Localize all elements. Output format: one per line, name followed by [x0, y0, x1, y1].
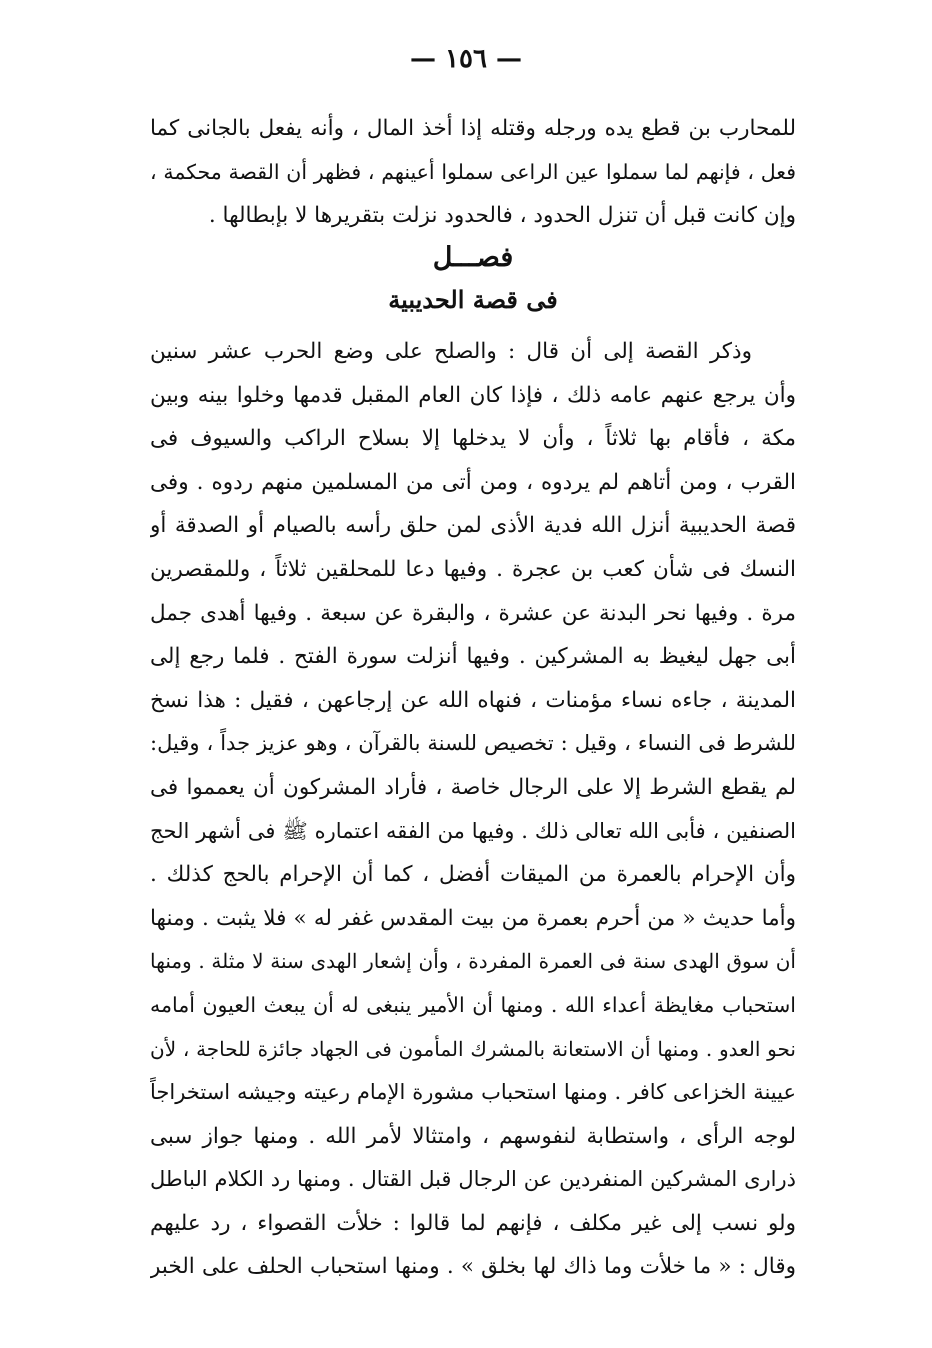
text-line: للمحارب بن قطع يده ورجله وقتله إذا أخذ المال ، وأنه يفعل بالجانى كما — [150, 116, 796, 141]
text-line: نحو العدو . ومنها أن الاستعانة بالمشرك المأمون فى الجهاد جائزة للحاجة ، لأن — [150, 1036, 796, 1061]
text-line: مرة . وفيها نحر البدنة عن عشرة ، والبقرة عن سبعة . وفيها أهدى جمل — [150, 600, 796, 626]
text-line: وقال : « ما خلأت وما ذاك لها بخلق » . ومنها استحباب الحلف على الخبر — [150, 1254, 796, 1280]
text-line: لم يقطع الشرط إلا على الرجال خاصة ، فأراد المشركون أن يعمموا فى — [150, 774, 796, 800]
text-line: للشرط فى النساء ، وقيل : تخصيص للسنة بالقرآن ، وهو عزيز جداً ، وقيل: — [150, 731, 796, 756]
text-line: وأن الإحرام بالعمرة من الميقات أفضل ، كما أن الإحرام بالحج كذلك . — [150, 862, 796, 888]
section-subheading: فى قصة الحديبية — [388, 285, 558, 314]
text-line: فعل ، فإنهم لما سملوا عين الراعى سملوا أعينهم ، فظهر أن القصة محكمة ، — [150, 159, 796, 184]
text-line: عيينة الخزاعى كافر . ومنها استحباب مشورة الإمام رعيته وجيشه استخراجاً — [150, 1080, 796, 1105]
page-number: — ١٥٦ — — [409, 44, 523, 74]
text-line: ذرارى المشركين المنفردين عن الرجال قبل القتال . ومنها رد الكلام الباطل — [150, 1167, 796, 1192]
text-line: وأن يرجع عنهم عامه ذلك ، فإذا كان العام المقبل قدمها وخلوا بينه وبين — [150, 382, 796, 408]
text-line: الصنفين ، فأبى الله تعالى ذلك . وفيها من الفقه اعتماره ﷺ فى أشهر الحج — [150, 818, 796, 843]
text-line: وذكر القصة إلى أن قال : والصلح على وضع الحرب عشر سنين — [150, 339, 752, 364]
text-line: مكة ، فأقام بها ثلاثاً ، وأن لا يدخلها إلا بسلاح الراكب والسيوف فى — [150, 426, 796, 452]
section-heading: فصـــل — [432, 242, 514, 273]
text-line: ولو نسب إلى غير مكلف ، فإنهم لما قالوا : خلأت القصواء ، رد عليهم — [150, 1210, 796, 1236]
text-line: المدينة ، جاءه نساء مؤمنات ، فنهاه الله عن إرجاعهن ، فقيل : هذا نسخ — [150, 687, 796, 713]
text-line: أبى جهل ليغيظ به المشركين . وفيها أنزلت سورة الفتح . فلما رجع إلى — [150, 644, 796, 670]
text-line: النسك فى شأن كعب بن عجرة . وفيها دعا للمحلقين ثلاثاً ، وللمقصرين — [150, 556, 796, 582]
body-paragraph — [150, 330, 796, 1289]
text-line: القرب ، ومن أتاهم لم يردوه ، ومن أتى من المسلمين منهم ردوه . وفى — [150, 469, 796, 495]
text-line: وأما حديث « من أحرم بعمرة من بيت المقدس غفر له » فلا يثبت . ومنها — [150, 905, 796, 931]
text-line: وإن كانت قبل أن تنزل الحدود ، فالحدود نزلت بتقريرها لا بإبطالها . — [208, 203, 796, 229]
text-line: قصة الحديبية أنزل الله فدية الأذى لمن حلق رأسه بالصيام أو الصدقة أو — [150, 513, 796, 539]
intro-paragraph — [150, 107, 796, 238]
text-line: أن سوق الهدى سنة فى العمرة المفردة ، وأن إشعار الهدى سنة لا مثلة . ومنها — [150, 949, 796, 974]
text-line: استحباب مغايظة أعداء الله . ومنها أن الأمير ينبغى له أن يبعث العيون أمامه — [150, 992, 796, 1017]
text-line: لوجه الرأى ، واستطابة لنفوسهم ، وامتثالا لأمر الله . ومنها جواز سبى — [150, 1123, 796, 1149]
